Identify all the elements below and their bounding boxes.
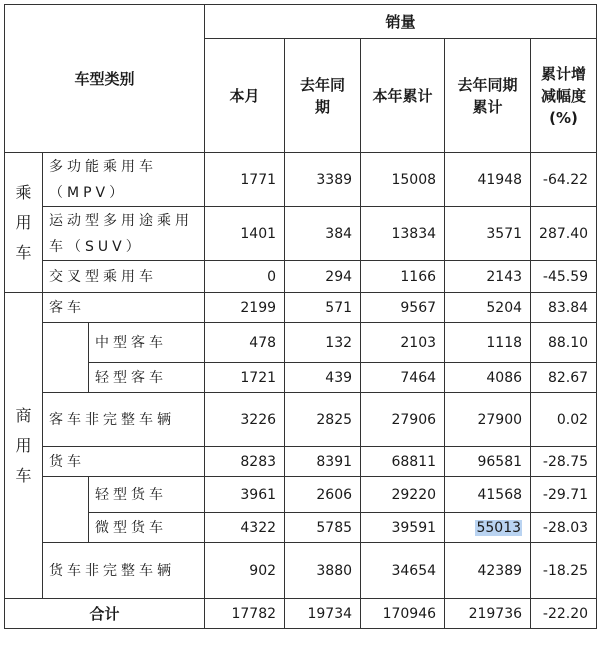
cell: 41568 [445,477,531,513]
cell: 287.40 [531,207,597,261]
col-this-month: 本月 [205,39,285,153]
cell: 1118 [445,323,531,363]
cell: 7464 [361,363,445,393]
cell: 68811 [361,447,445,477]
cell: 82.67 [531,363,597,393]
col-change-pct: 累计增减幅度(%) [531,39,597,153]
indent-cell [43,323,89,393]
cell: 19734 [285,599,361,629]
cell: -45.59 [531,261,597,293]
cell: 8391 [285,447,361,477]
cell: 17782 [205,599,285,629]
cell: 3226 [205,393,285,447]
col-ytd: 本年累计 [361,39,445,153]
col-last-year-month: 去年同期 [285,39,361,153]
row-name-suv: 运动型多用途乘用车（SUV） [43,207,205,261]
cell: -18.25 [531,543,597,599]
cell: 439 [285,363,361,393]
row-name-bus: 客车 [43,293,205,323]
cell: 5785 [285,513,361,543]
group-passenger: 乘 用 车 [5,153,43,293]
cell: 3571 [445,207,531,261]
cell: -22.20 [531,599,597,629]
cell: 219736 [445,599,531,629]
cell: 88.10 [531,323,597,363]
cell: 2825 [285,393,361,447]
row-name-mini-truck: 微型货车 [89,513,205,543]
row-name-light-truck: 轻型货车 [89,477,205,513]
cell: 96581 [445,447,531,477]
cell: 41948 [445,153,531,207]
cell: 9567 [361,293,445,323]
cell: -64.22 [531,153,597,207]
cell: 2199 [205,293,285,323]
sales-table [4,4,597,629]
cell: 3961 [205,477,285,513]
cell: 384 [285,207,361,261]
cell: 1771 [205,153,285,207]
row-name-crossover: 交叉型乘用车 [43,261,205,293]
row-name-incomplete-bus: 客车非完整车辆 [43,393,205,447]
cell: 3880 [285,543,361,599]
cell: 2103 [361,323,445,363]
cell: 132 [285,323,361,363]
cell: 170946 [361,599,445,629]
cell: 294 [285,261,361,293]
cell: 5204 [445,293,531,323]
category-header: 车型类别 [5,5,205,153]
cell: 1166 [361,261,445,293]
cell: 0 [205,261,285,293]
row-name-medium-bus: 中型客车 [89,323,205,363]
cell-highlighted: 55013 [445,513,531,543]
cell: 478 [205,323,285,363]
cell: 1401 [205,207,285,261]
row-name-mpv: 多功能乘用车（MPV） [43,153,205,207]
cell: -29.71 [531,477,597,513]
cell: 4086 [445,363,531,393]
cell: 0.02 [531,393,597,447]
cell: 42389 [445,543,531,599]
row-name-total: 合计 [5,599,205,629]
cell: 83.84 [531,293,597,323]
cell: 8283 [205,447,285,477]
cell: 39591 [361,513,445,543]
cell: 1721 [205,363,285,393]
cell: 27900 [445,393,531,447]
cell: 15008 [361,153,445,207]
group-commercial: 商 用 车 [5,293,43,599]
indent-cell [43,477,89,543]
cell: 2606 [285,477,361,513]
col-last-year-ytd: 去年同期累计 [445,39,531,153]
cell: -28.75 [531,447,597,477]
cell: 29220 [361,477,445,513]
cell: 571 [285,293,361,323]
cell: 27906 [361,393,445,447]
cell: 4322 [205,513,285,543]
row-name-light-bus: 轻型客车 [89,363,205,393]
sales-header: 销量 [205,5,597,39]
cell: -28.03 [531,513,597,543]
row-name-incomplete-truck: 货车非完整车辆 [43,543,205,599]
cell: 34654 [361,543,445,599]
cell: 902 [205,543,285,599]
cell: 2143 [445,261,531,293]
row-name-truck: 货车 [43,447,205,477]
cell: 3389 [285,153,361,207]
cell: 13834 [361,207,445,261]
